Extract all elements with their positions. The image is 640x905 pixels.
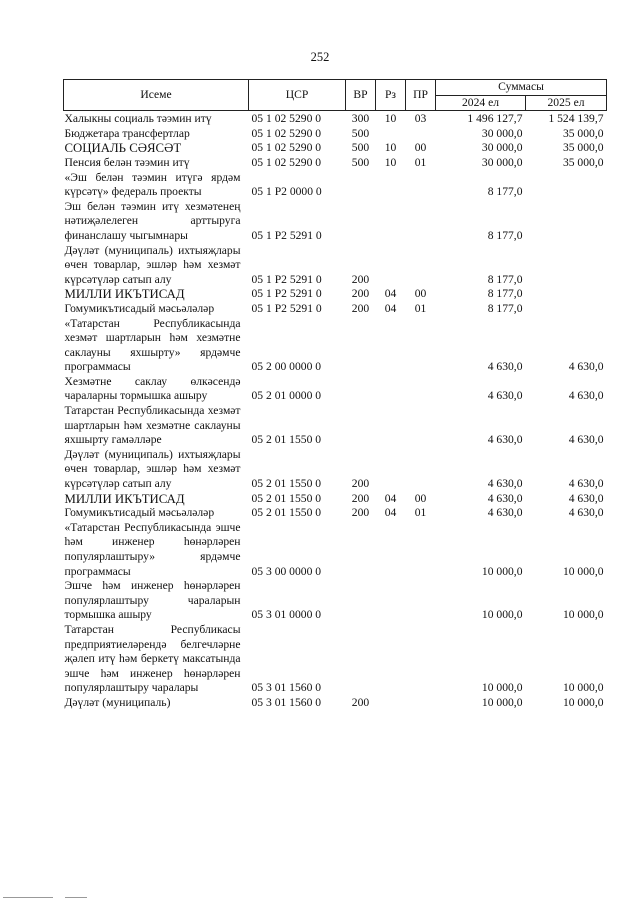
row-amount-2024: 8 177,0: [487, 287, 523, 301]
row-amount-2024: 10 000,0: [481, 695, 523, 709]
row-name: Бюджетара трансфертлар: [64, 126, 190, 140]
row-amount-2025: 4 630,0: [568, 433, 604, 447]
row-amount-2024: 10 000,0: [481, 608, 523, 622]
row-vr: 500: [351, 141, 370, 155]
row-amount-2025: [526, 287, 607, 302]
row-pr: [406, 244, 436, 288]
table-row: [64, 156, 607, 171]
row-pr: 03: [414, 112, 427, 126]
row-vr: 200: [351, 287, 370, 301]
row-name: Дәүләт (муниципаль): [64, 695, 171, 709]
table-row: [64, 141, 607, 156]
row-code: 05 1 02 5290 0: [251, 112, 322, 126]
row-amount-2025: 4 630,0: [568, 491, 604, 505]
row-amount-2025: [526, 171, 607, 200]
row-rz: 04: [384, 301, 397, 315]
row-pr: 00: [414, 491, 427, 505]
table-row: [64, 375, 607, 404]
row-amount-2024: 4 630,0: [487, 477, 523, 491]
row-rz: [376, 623, 406, 696]
row-name: Халыкны социаль тәэмин итү: [64, 112, 212, 126]
table-row: [64, 200, 607, 244]
row-pr: [406, 448, 436, 492]
table-row: [64, 127, 607, 142]
row-rz: 10: [384, 141, 397, 155]
footer-line: [3, 897, 53, 898]
row-rz: [376, 171, 406, 200]
row-amount-2024: 8 177,0: [487, 185, 523, 199]
row-rz: [376, 200, 406, 244]
header-vr: ВР: [346, 80, 376, 111]
row-amount-2025: 10 000,0: [562, 608, 604, 622]
row-pr: 01: [414, 301, 427, 315]
row-code: 05 1 02 5290 0: [251, 155, 322, 169]
row-pr: [406, 171, 436, 200]
row-amount-2024: 8 177,0: [487, 272, 523, 286]
budget-table: [63, 79, 607, 711]
table-row: [64, 623, 607, 696]
row-pr: 01: [414, 506, 427, 520]
row-code: 05 3 01 0000 0: [251, 608, 322, 622]
row-code: 05 1 Р2 5291 0: [251, 228, 322, 242]
row-amount-2024: 10 000,0: [481, 564, 523, 578]
row-rz: [376, 317, 406, 375]
row-name: «Эш белән тәэмин итүгә ярдәм күрсәтү» федераль проекты: [64, 170, 241, 199]
row-rz: 04: [384, 287, 397, 301]
row-code: 05 1 Р2 5291 0: [251, 272, 322, 286]
header-name: Исеме: [64, 80, 249, 111]
row-code: 05 3 01 1560 0: [251, 681, 322, 695]
row-pr: 00: [414, 141, 427, 155]
row-code: 05 2 00 0000 0: [251, 360, 322, 374]
header-rz: Рз: [376, 80, 406, 111]
row-rz: 10: [384, 112, 397, 126]
row-name: Гомумикътисадый мәсьәләләр: [64, 506, 215, 520]
table-row: [64, 302, 607, 317]
row-name: Дәүләт (муниципаль) ихтыяҗлары өчен товарлар, эшләр һәм хезмәт күрсәтүләр сатып алу: [64, 447, 241, 491]
row-rz: [376, 127, 406, 142]
row-vr: [346, 200, 376, 244]
row-amount-2025: 4 630,0: [568, 506, 604, 520]
row-amount-2024: 30 000,0: [481, 126, 523, 140]
row-amount-2025: 10 000,0: [562, 695, 604, 709]
row-amount-2024: 4 630,0: [487, 433, 523, 447]
row-rz: [376, 375, 406, 404]
row-pr: [406, 404, 436, 448]
table-row: [64, 287, 607, 302]
row-amount-2024: 4 630,0: [487, 389, 523, 403]
row-vr: 200: [351, 506, 370, 520]
row-pr: [406, 127, 436, 142]
row-code: 05 2 01 1550 0: [251, 477, 322, 491]
table-row: [64, 696, 607, 711]
row-code: 05 2 01 0000 0: [251, 389, 322, 403]
row-pr: [406, 696, 436, 711]
header-pr: ПР: [406, 80, 436, 111]
row-rz: [376, 404, 406, 448]
row-name: Эш белән тәэмин итү хезмәтенең нәтиҗәлелеген арттыруга финанслашу чыгымнары: [64, 199, 241, 242]
table-header: [64, 80, 607, 111]
row-name: Татарстан Республикасында хезмәт шартларын һәм хезмәтне саклауны яхшырту гамәлләре: [64, 404, 241, 447]
row-code: 05 1 02 5290 0: [251, 141, 322, 155]
table-row: [64, 404, 607, 448]
row-name: «Татарстан Республикасында эшче һәм инженер һөнәрләрен популярлаштыру» ярдәмче программасы: [64, 520, 241, 578]
row-amount-2024: 10 000,0: [481, 681, 523, 695]
row-amount-2024: 1 496 127,7: [467, 112, 523, 126]
row-amount-2025: 35 000,0: [562, 155, 604, 169]
row-code: 05 2 01 1550 0: [251, 433, 322, 447]
row-amount-2025: 35 000,0: [562, 126, 604, 140]
table-row: [64, 171, 607, 200]
row-pr: [406, 317, 436, 375]
row-pr: 00: [414, 287, 427, 301]
row-amount-2024: 4 630,0: [487, 360, 523, 374]
row-amount-2025: 10 000,0: [562, 681, 604, 695]
table-row: [64, 244, 607, 288]
row-code: 05 1 Р2 0000 0: [251, 185, 322, 199]
header-year-2024: 2024 ел: [436, 95, 526, 111]
row-rz: [376, 521, 406, 579]
row-vr: [346, 579, 376, 623]
row-amount-2025: [526, 244, 607, 288]
row-name: «Татарстан Республикасында хезмәт шартларын һәм хезмәтне саклауны яхшырту» ярдәмче программасы: [64, 316, 241, 374]
footer-line: [65, 897, 87, 898]
row-pr: [406, 375, 436, 404]
row-code: 05 1 02 5290 0: [251, 126, 322, 140]
row-vr: [346, 521, 376, 579]
row-name: Хезмәтне саклау өлкәсендә чараларны тормышка ашыру: [64, 374, 241, 403]
row-vr: 500: [351, 126, 370, 140]
row-name: Дәүләт (муниципаль) ихтыяҗлары өчен товарлар, эшләр һәм хезмәт күрсәтүләр сатып алу: [64, 243, 241, 286]
header-year-2025: 2025 ел: [526, 95, 607, 111]
row-name: Пенсия белән тәэмин итү: [64, 155, 190, 169]
page-number: 252: [310, 50, 330, 64]
row-code: 05 2 01 1550 0: [251, 491, 322, 505]
row-rz: 04: [384, 491, 397, 505]
row-vr: 200: [351, 695, 370, 709]
row-rz: 04: [384, 506, 397, 520]
header-sums: Суммасы: [436, 80, 607, 96]
row-code: 05 1 Р2 5291 0: [251, 287, 322, 301]
row-amount-2024: 8 177,0: [487, 228, 523, 242]
row-name: МИЛЛИ ИКЪТИСАД: [64, 491, 185, 506]
row-name: СОЦИАЛЬ СӘЯСӘТ: [64, 141, 182, 156]
row-vr: 200: [351, 491, 370, 505]
row-pr: [406, 521, 436, 579]
row-amount-2024: 30 000,0: [481, 155, 523, 169]
row-vr: [346, 623, 376, 696]
header-code: ЦСР: [249, 80, 346, 111]
table-body: [64, 111, 607, 711]
table-row: [64, 448, 607, 492]
row-rz: [376, 696, 406, 711]
row-rz: [376, 448, 406, 492]
row-pr: [406, 623, 436, 696]
table-row: [64, 317, 607, 375]
row-amount-2025: 4 630,0: [568, 360, 604, 374]
row-amount-2025: [526, 302, 607, 317]
row-amount-2025: 4 630,0: [568, 477, 604, 491]
row-amount-2024: 4 630,0: [487, 491, 523, 505]
row-name: Татарстан Республикасы предприятиеләрендә белгечләрне җәлеп итү һәм беркетү максатында эшче һәм инженер һөнәрләрен популярлаштыру чаралары: [64, 622, 241, 695]
row-amount-2025: 35 000,0: [562, 141, 604, 155]
row-code: 05 3 00 0000 0: [251, 564, 322, 578]
table-row: [64, 579, 607, 623]
row-rz: 10: [384, 155, 397, 169]
row-vr: [346, 171, 376, 200]
row-amount-2024: 30 000,0: [481, 141, 523, 155]
row-vr: [346, 317, 376, 375]
table-row: [64, 521, 607, 579]
table-row: [64, 492, 607, 507]
row-pr: 01: [414, 155, 427, 169]
row-rz: [376, 579, 406, 623]
row-vr: 200: [351, 272, 370, 286]
row-vr: [346, 375, 376, 404]
row-amount-2024: 4 630,0: [487, 506, 523, 520]
row-vr: 300: [351, 112, 370, 126]
row-name: Эшче һәм инженер һөнәрләрен популярлаштыру чараларын тормышка ашыру: [64, 579, 241, 622]
row-vr: 500: [351, 155, 370, 169]
row-pr: [406, 200, 436, 244]
table-row: [64, 506, 607, 521]
row-amount-2025: 1 524 139,7: [548, 112, 604, 126]
row-vr: 200: [351, 477, 370, 491]
row-amount-2025: [526, 200, 607, 244]
row-vr: [346, 404, 376, 448]
row-amount-2025: 4 630,0: [568, 389, 604, 403]
row-rz: [376, 244, 406, 288]
row-code: 05 2 01 1550 0: [251, 506, 322, 520]
table-row: [64, 111, 607, 127]
row-name: Гомумикътисадый мәсьәләләр: [64, 301, 215, 315]
row-name: МИЛЛИ ИКЪТИСАД: [64, 287, 185, 302]
row-code: 05 3 01 1560 0: [251, 695, 322, 709]
row-code: 05 1 Р2 5291 0: [251, 301, 322, 315]
row-amount-2025: 10 000,0: [562, 564, 604, 578]
row-amount-2024: 8 177,0: [487, 301, 523, 315]
row-pr: [406, 579, 436, 623]
row-vr: 200: [351, 301, 370, 315]
